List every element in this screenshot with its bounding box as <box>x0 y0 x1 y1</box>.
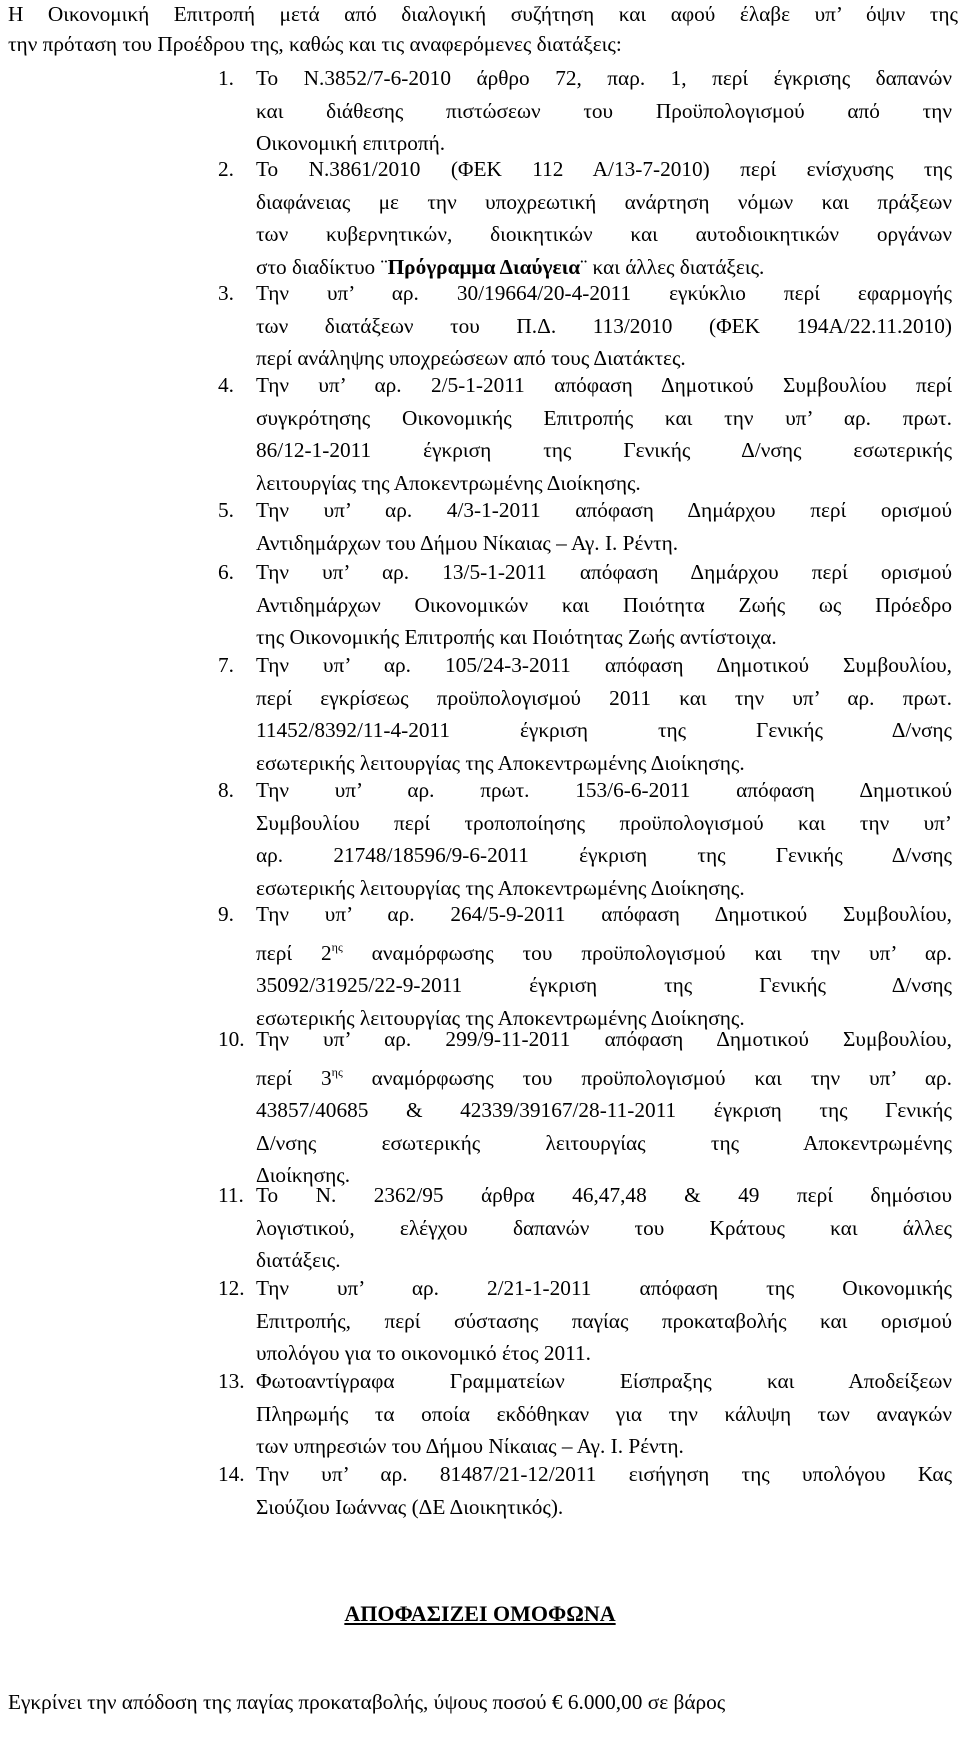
item-text <box>256 494 952 559</box>
item-line: Επιτροπής, περί σύστασης παγίας προκαταβολής και ορισμού <box>256 1308 952 1333</box>
item-number: 1. <box>218 66 234 90</box>
item-text <box>256 898 952 1034</box>
item-line: Το Ν.3861/2010 (ΦΕΚ 112 Α/13-7-2010) περί ενίσχυσης της <box>256 157 952 181</box>
item-number: 7. <box>218 653 234 677</box>
item-text-part: περί 3 <box>256 1065 332 1090</box>
item-line: 43857/40685 & 42339/39167/28-11-2011 έγκριση της Γενικής <box>256 1098 952 1122</box>
item-line: Δ/νσης εσωτερικής λειτουργίας της Αποκεντρωμένης <box>256 1130 952 1155</box>
item-text-part: αναμόρφωσης του προϋπολογισμού και την υπ’ αρ. <box>342 940 952 965</box>
item-text <box>256 369 952 499</box>
item-line: Την υπ’ αρ. 30/19664/20-4-2011 εγκύκλιο περί εφαρμογής <box>256 281 952 305</box>
item-line: Πληρωμής τα οποία εκδόθηκαν για την κάλυψη των αναγκών <box>256 1401 952 1426</box>
program-name: Πρόγραμμα Διαύγεια <box>387 254 581 279</box>
item-line: Την υπ’ αρ. 299/9-11-2011 απόφαση Δημοτικού Συμβουλίου, <box>256 1027 952 1051</box>
item-line: 35092/31925/22-9-2011 έγκριση της Γενικής Δ/νσης <box>256 973 952 997</box>
item-line: υπολόγου για το οικονομικό έτος 2011. <box>256 1341 591 1365</box>
item-line: διατάξεις. <box>256 1248 341 1272</box>
item-text <box>256 774 952 904</box>
item-line <box>256 931 952 970</box>
item-number: 2. <box>218 157 234 181</box>
item-number: 4. <box>218 373 234 397</box>
item-text-part: στο διαδίκτυο ¨ <box>256 254 388 279</box>
item-number: 11. <box>218 1183 244 1207</box>
item-line: Συμβουλίου περί τροποποίησης προϋπολογισμού και την υπ’ <box>256 810 952 835</box>
item-number: 13. <box>218 1369 245 1393</box>
item-line: Την υπ’ αρ. πρωτ. 153/6-6-2011 απόφαση Δημοτικού <box>256 778 952 802</box>
item-line: Την υπ’ αρ. 105/24-3-2011 απόφαση Δημοτικού Συμβουλίου, <box>256 653 952 677</box>
item-line: Την υπ’ αρ. 264/5-9-2011 απόφαση Δημοτικού Συμβουλίου, <box>256 902 952 926</box>
item-line: Αντιδημάρχων Οικονομικών και Ποιότητα Ζωής ως Πρόεδρο <box>256 592 952 617</box>
item-text <box>256 1023 952 1192</box>
item-line: Διοίκησης. <box>256 1163 351 1187</box>
item-line: των διατάξεων του Π.Δ. 113/2010 (ΦΕΚ 194Α/22.11.2010) <box>256 313 952 338</box>
item-text <box>256 1179 952 1277</box>
item-line: εσωτερικής λειτουργίας της Αποκεντρωμένης Διοίκησης. <box>256 750 745 775</box>
decision-text: Εγκρίνει την απόδοση της παγίας προκαταβολής, ύψους ποσού € 6.000,00 σε βάρος <box>8 1690 726 1714</box>
item-text-part: περί 2 <box>256 940 332 965</box>
item-line: 86/12-1-2011 έγκριση της Γενικής Δ/νσης εσωτερικής <box>256 438 952 462</box>
item-line: περί ανάληψης υποχρεώσεων από τους Διατάκτες. <box>256 346 686 370</box>
item-number: 5. <box>218 498 234 522</box>
intro-line: Η Οικονομική Επιτροπή μετά από διαλογική συζήτηση και αφού έλαβε υπ’ όψιν της <box>8 2 958 26</box>
item-text <box>256 1272 952 1370</box>
item-line: 11452/8392/11-4-2011 έγκριση της Γενικής Δ/νσης <box>256 718 952 742</box>
item-line: Την υπ’ αρ. 4/3-1-2011 απόφαση Δημάρχου περί ορισμού <box>256 498 952 522</box>
decision-heading: ΑΠΟΦΑΣΙΖΕΙ ΟΜΟΦΩΝΑ <box>344 1601 616 1626</box>
item-line: Φωτοαντίγραφα Γραμματείων Είσπραξης και Αποδείξεων <box>256 1369 952 1393</box>
item-number: 8. <box>218 778 234 802</box>
item-line: συγκρότησης Οικονομικής Επιτροπής και την υπ’ αρ. πρωτ. <box>256 405 952 430</box>
item-line: των κυβερνητικών, διοικητικών και αυτοδιοικητικών οργάνων <box>256 222 952 246</box>
ordinal-suffix: ης <box>331 939 343 954</box>
item-number: 6. <box>218 560 234 584</box>
item-text-part: ¨ και άλλες διατάξεις. <box>580 254 765 279</box>
item-line: αρ. 21748/18596/9-6-2011 έγκριση της Γενικής Δ/νσης <box>256 843 952 867</box>
item-line: περί εγκρίσεως προϋπολογισμού 2011 και την υπ’ αρ. πρωτ. <box>256 685 952 710</box>
item-line: Την υπ’ αρ. 81487/21-12/2011 εισήγηση της υπολόγου Κας <box>256 1462 952 1486</box>
item-line: των υπηρεσιών του Δήμου Νίκαιας – Αγ. Ι. Ρέντη. <box>256 1434 684 1458</box>
item-line: εσωτερικής λειτουργίας της Αποκεντρωμένης Διοίκησης. <box>256 1005 745 1030</box>
item-text <box>256 62 952 160</box>
item-text <box>256 556 952 654</box>
ordinal-suffix: ης <box>331 1064 343 1079</box>
item-text <box>256 277 952 375</box>
item-number: 14. <box>218 1462 245 1486</box>
item-number: 3. <box>218 281 234 305</box>
item-line: λειτουργίας της Αποκεντρωμένης Διοίκησης. <box>256 470 641 495</box>
item-line: λογιστικού, ελέγχου δαπανών του Κράτους και άλλες <box>256 1215 952 1240</box>
item-text <box>256 1458 952 1523</box>
item-text <box>256 153 952 283</box>
intro-paragraph <box>8 0 958 59</box>
item-text <box>256 1365 952 1463</box>
item-number: 10. <box>218 1027 245 1051</box>
item-line: και διάθεσης πιστώσεων του Προϋπολογισμού από την <box>256 98 952 123</box>
item-line <box>256 1056 952 1095</box>
item-line: Το Ν.3852/7-6-2010 άρθρο 72, παρ. 1, περί έγκρισης δαπανών <box>256 66 952 90</box>
item-line: Την υπ’ αρ. 2/5-1-2011 απόφαση Δημοτικού Συμβουλίου περί <box>256 373 952 397</box>
item-line: εσωτερικής λειτουργίας της Αποκεντρωμένης Διοίκησης. <box>256 875 745 900</box>
item-line: Αντιδημάρχων του Δήμου Νίκαιας – Αγ. Ι. Ρέντη. <box>256 530 679 555</box>
item-number: 9. <box>218 902 234 926</box>
item-text-part: αναμόρφωσης του προϋπολογισμού και την υπ’ αρ. <box>342 1065 952 1090</box>
item-number: 12. <box>218 1276 245 1300</box>
item-line: Την υπ’ αρ. 2/21-1-2011 απόφαση της Οικονομικής <box>256 1276 952 1300</box>
intro-line: την πρόταση του Προέδρου της, καθώς και τις αναφερόμενες διατάξεις: <box>8 31 622 56</box>
item-line: Σιούζιου Ιωάννας (ΔΕ Διοικητικός). <box>256 1494 564 1519</box>
item-line: Οικονομική επιτροπή. <box>256 131 446 155</box>
item-line: διαφάνειας με την υποχρεωτική ανάρτηση νόμων και πράξεων <box>256 189 952 214</box>
item-line: Την υπ’ αρ. 13/5-1-2011 απόφαση Δημάρχου περί ορισμού <box>256 560 952 584</box>
item-line: της Οικονομικής Επιτροπής και Ποιότητας Ζωής αντίστοιχα. <box>256 625 777 649</box>
item-line: Το Ν. 2362/95 άρθρα 46,47,48 & 49 περί δημόσιου <box>256 1183 952 1207</box>
item-text <box>256 649 952 779</box>
